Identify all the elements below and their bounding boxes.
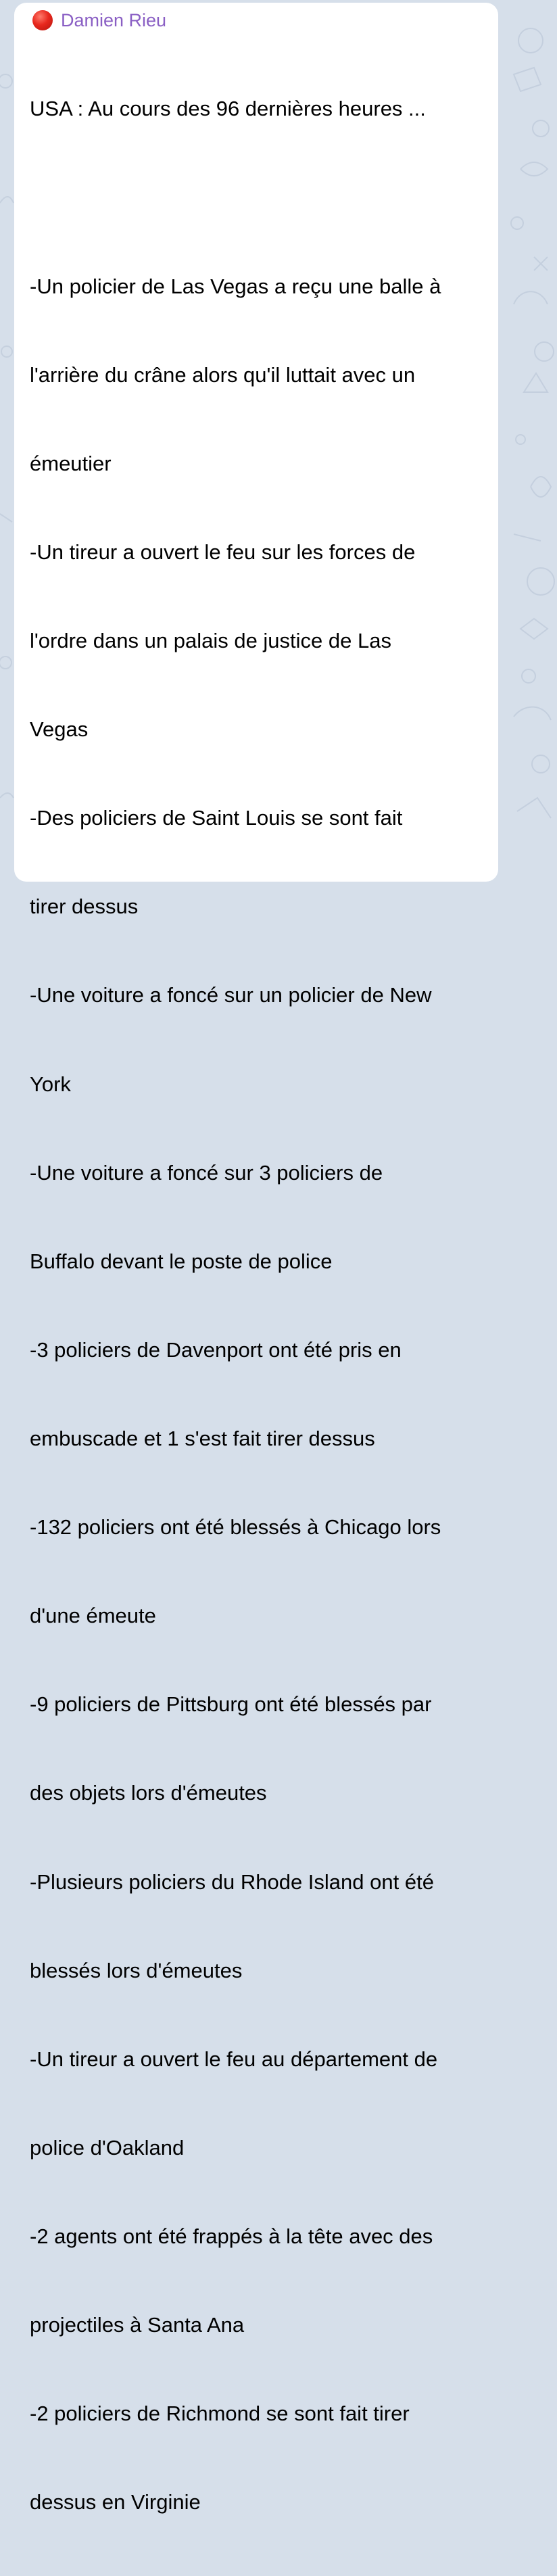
message-line: USA : Au cours des 96 dernières heures ... [30, 97, 426, 121]
message-line: l'arrière du crâne alors qu'il luttait avec un [30, 362, 416, 387]
message-line: -Un tireur a ouvert le feu sur les forces de [30, 540, 416, 564]
message-line: -Une voiture a foncé sur 3 policiers de [30, 1160, 383, 1185]
message-line: -Un policier de Las Vegas a reçu une balle à [30, 274, 441, 298]
message-line: -Un tireur a ouvert le feu au département de [30, 2047, 438, 2071]
message-line: -Des policiers de Saint Louis se sont fait [30, 806, 403, 830]
message-line: Buffalo devant le poste de police [30, 1249, 333, 1273]
message-line: police d'Oakland [30, 2135, 185, 2160]
message-line [30, 183, 492, 213]
message-bubble[interactable] [14, 3, 498, 2514]
message-line: -3 policiers de Davenport ont été pris en [30, 1337, 402, 1362]
sender-name[interactable]: Damien Rieu [61, 10, 167, 30]
red-circle-icon [32, 10, 53, 30]
message-line: -Une voiture a foncé sur un policier de New [30, 983, 432, 1007]
message-sender-row [32, 9, 166, 31]
message-line: -2 policiers de Richmond se sont fait tirer [30, 2402, 410, 2426]
message-line: -Plusieurs policiers du Rhode Island ont été [30, 1869, 434, 1894]
message-line: -9 policiers de Pittsburg ont été blessés par [30, 1692, 432, 1717]
message-line: tirer dessus [30, 895, 139, 919]
message-line: York [30, 1072, 71, 1096]
message-line: d'une émeute [30, 1604, 156, 1628]
message-line: projectiles à Santa Ana [30, 2313, 245, 2337]
message-line: -2 agents ont été frappés à la tête avec des [30, 2224, 433, 2249]
message-line: dessus en Virginie [30, 2490, 201, 2514]
message-line: l'ordre dans un palais de justice de Las [30, 629, 391, 653]
message-line: embuscade et 1 s'est fait tirer dessus [30, 1427, 375, 1451]
message-line: Vegas [30, 717, 89, 742]
message-line: des objets lors d'émeutes [30, 1781, 267, 1805]
message-text [30, 35, 492, 2576]
message-line: blessés lors d'émeutes [30, 1958, 243, 1982]
message-line: émeutier [30, 451, 112, 475]
message-line: -132 policiers ont été blessés à Chicago lors [30, 1515, 441, 1540]
